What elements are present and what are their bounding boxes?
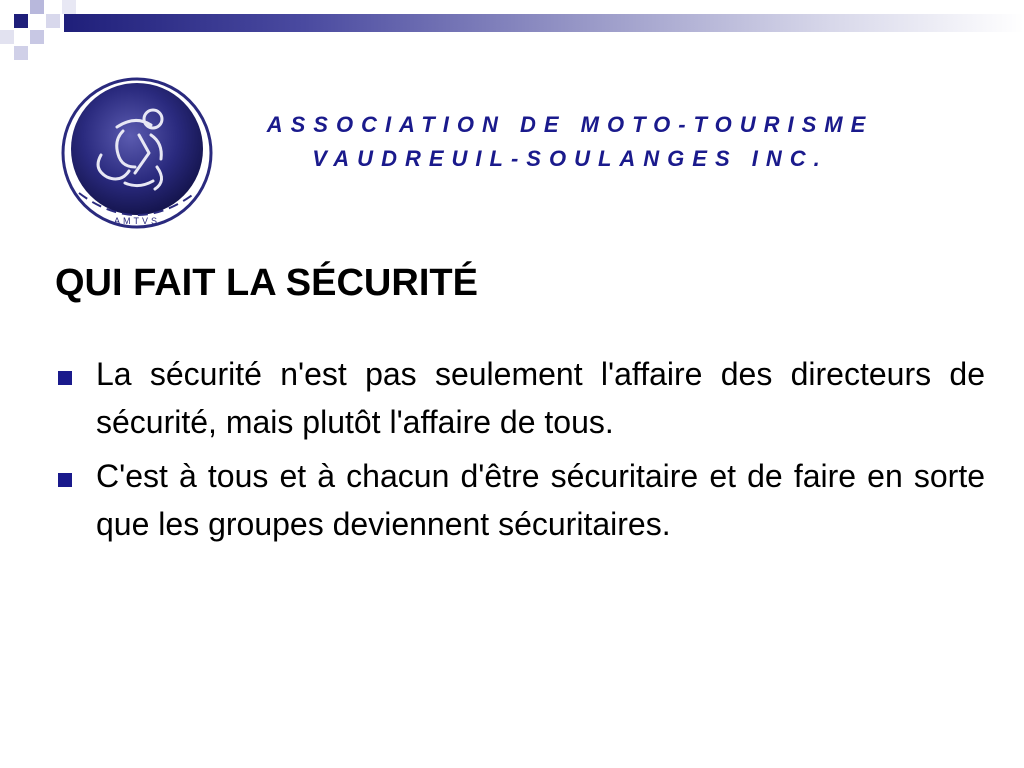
bullet-text: C'est à tous et à chacun d'être sécuritaire et de faire en sorte que les groupes deviennent sécuritaires. (96, 458, 985, 542)
bullet-item (55, 452, 985, 548)
association-title-line1: ASSOCIATION DE MOTO-TOURISME (266, 112, 874, 137)
slide-title: QUI FAIT LA SÉCURITÉ (55, 262, 478, 304)
association-title (240, 108, 900, 176)
association-title-line2: VAUDREUIL-SOULANGES INC. (312, 146, 828, 171)
corner-decoration (0, 0, 1024, 64)
header-gradient-bar (64, 14, 1024, 32)
square-bullet-icon (58, 371, 72, 385)
bullet-list (55, 350, 985, 554)
bullet-item (55, 350, 985, 446)
square-bullet-icon (58, 473, 72, 487)
amtvs-logo (55, 75, 220, 235)
logo-lettering: AMTVS (113, 216, 161, 226)
bullet-text: La sécurité n'est pas seulement l'affaire des directeurs de sécurité, mais plutôt l'affaire de tous. (96, 356, 985, 440)
